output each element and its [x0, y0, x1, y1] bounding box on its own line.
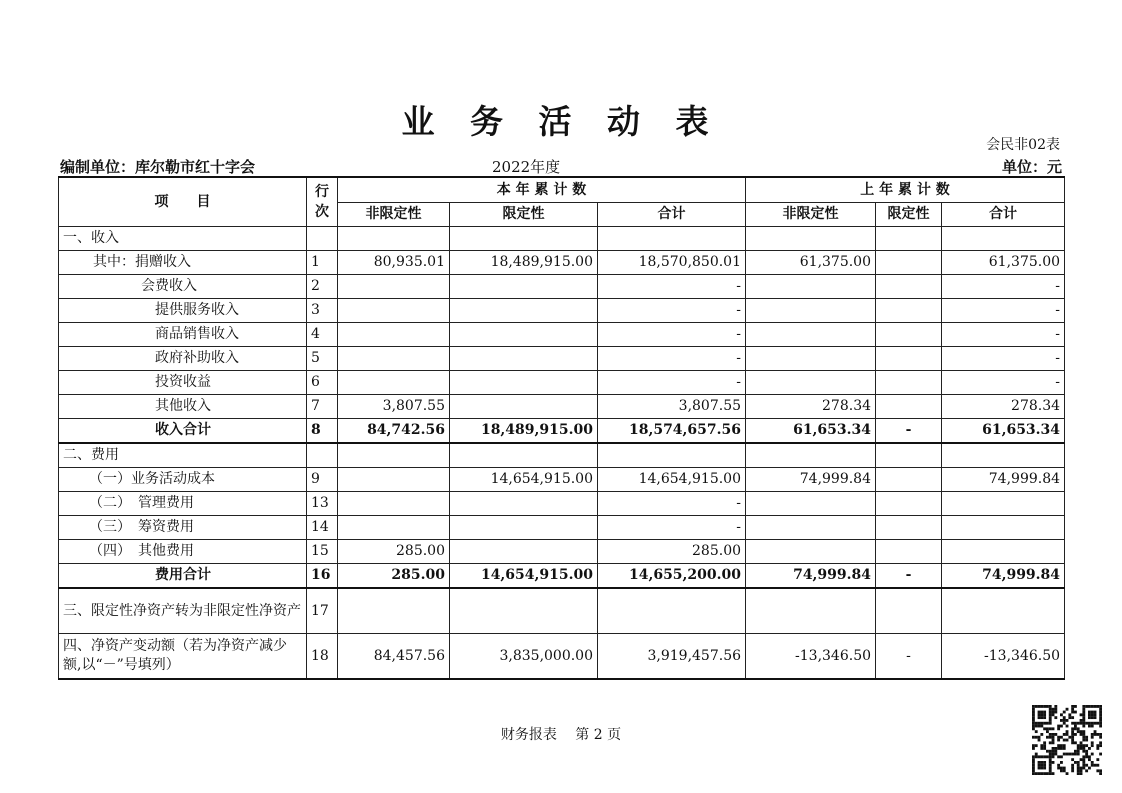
- row-value: -13,346.50: [942, 634, 1065, 680]
- row-item: 三、限定性净资产转为非限定性净资产: [59, 588, 307, 634]
- row-value: [338, 588, 450, 634]
- row-item: 费用合计: [59, 564, 307, 589]
- header-col-cur-restricted: 限定性: [450, 203, 598, 227]
- row-value: -: [598, 516, 746, 540]
- table-row: [59, 564, 1065, 589]
- row-value: 61,653.34: [746, 419, 876, 444]
- row-value: -: [942, 347, 1065, 371]
- row-value: [746, 275, 876, 299]
- row-line-number: [307, 443, 338, 468]
- page-footer: 财务报表 第 2 页: [500, 727, 622, 743]
- row-item: 二、费用: [59, 443, 307, 468]
- row-value: [450, 516, 598, 540]
- row-value: [746, 371, 876, 395]
- row-line-number: 4: [307, 323, 338, 347]
- row-value: -: [876, 634, 942, 680]
- header-col-pri-unrestricted: 非限定性: [746, 203, 876, 227]
- row-value: [338, 347, 450, 371]
- row-item: 政府补助收入: [59, 347, 307, 371]
- row-value: 3,835,000.00: [450, 634, 598, 680]
- row-line-number: 6: [307, 371, 338, 395]
- row-value: [942, 227, 1065, 251]
- row-value: 84,457.56: [338, 634, 450, 680]
- header-col-pri-total: 合计: [942, 203, 1065, 227]
- table-row: [59, 227, 1065, 251]
- row-value: 74,999.84: [942, 468, 1065, 492]
- row-value: -: [876, 564, 942, 589]
- row-value: 18,570,850.01: [598, 251, 746, 275]
- row-item: 投资收益: [59, 371, 307, 395]
- row-value: [746, 347, 876, 371]
- row-value: [450, 492, 598, 516]
- row-value: [338, 371, 450, 395]
- row-value: [450, 347, 598, 371]
- row-value: [338, 275, 450, 299]
- row-value: 84,742.56: [338, 419, 450, 444]
- row-value: [746, 588, 876, 634]
- row-value: [876, 588, 942, 634]
- row-value: -: [876, 419, 942, 444]
- row-value: 285.00: [338, 540, 450, 564]
- row-value: [450, 395, 598, 419]
- activity-statement-table: [58, 176, 1065, 680]
- row-line-number: 17: [307, 588, 338, 634]
- row-value: 285.00: [338, 564, 450, 589]
- row-value: 74,999.84: [942, 564, 1065, 589]
- table-row: [59, 468, 1065, 492]
- header-col-cur-total: 合计: [598, 203, 746, 227]
- row-item: 其中：捐赠收入: [59, 251, 307, 275]
- row-value: [338, 299, 450, 323]
- table-row: [59, 540, 1065, 564]
- row-value: [746, 227, 876, 251]
- currency-unit: 单位：元: [1001, 158, 1062, 176]
- row-value: [338, 468, 450, 492]
- row-value: [450, 227, 598, 251]
- row-value: -: [598, 371, 746, 395]
- row-value: [876, 323, 942, 347]
- header-col-pri-restricted: 限定性: [876, 203, 942, 227]
- row-value: 18,574,657.56: [598, 419, 746, 444]
- row-value: [338, 227, 450, 251]
- row-value: [942, 588, 1065, 634]
- row-line-number: 14: [307, 516, 338, 540]
- row-value: 3,919,457.56: [598, 634, 746, 680]
- row-value: 14,655,200.00: [598, 564, 746, 589]
- row-item: （一）业务活动成本: [59, 468, 307, 492]
- row-item: （三） 筹资费用: [59, 516, 307, 540]
- page-title: 业 务 活 动 表: [401, 102, 721, 141]
- row-value: [598, 588, 746, 634]
- row-value: -: [598, 299, 746, 323]
- row-value: [942, 516, 1065, 540]
- row-item: （四） 其他费用: [59, 540, 307, 564]
- row-value: [876, 492, 942, 516]
- row-line-number: [307, 227, 338, 251]
- row-item: 收入合计: [59, 419, 307, 444]
- row-line-number: 3: [307, 299, 338, 323]
- row-value: -: [598, 323, 746, 347]
- row-item: 一、收入: [59, 227, 307, 251]
- row-value: -: [942, 299, 1065, 323]
- row-value: 61,375.00: [942, 251, 1065, 275]
- row-value: [338, 516, 450, 540]
- row-value: [876, 299, 942, 323]
- row-line-number: 8: [307, 419, 338, 444]
- row-line-number: 9: [307, 468, 338, 492]
- row-value: [746, 323, 876, 347]
- row-line-number: 18: [307, 634, 338, 680]
- row-value: [598, 227, 746, 251]
- row-value: [876, 395, 942, 419]
- row-value: -: [942, 323, 1065, 347]
- row-value: 3,807.55: [338, 395, 450, 419]
- row-value: [876, 275, 942, 299]
- table-row: [59, 443, 1065, 468]
- row-value: [942, 492, 1065, 516]
- row-line-number: 2: [307, 275, 338, 299]
- row-value: 74,999.84: [746, 468, 876, 492]
- row-value: [876, 443, 942, 468]
- row-value: 18,489,915.00: [450, 251, 598, 275]
- row-value: [876, 468, 942, 492]
- row-value: [942, 443, 1065, 468]
- header-item: 项 目: [59, 177, 307, 227]
- row-item: 提供服务收入: [59, 299, 307, 323]
- row-value: [746, 299, 876, 323]
- row-value: 61,653.34: [942, 419, 1065, 444]
- row-value: -: [598, 492, 746, 516]
- table-row: [59, 492, 1065, 516]
- row-value: [746, 516, 876, 540]
- table-row: [59, 516, 1065, 540]
- table-row: [59, 275, 1065, 299]
- row-value: -: [942, 275, 1065, 299]
- row-item: 商品销售收入: [59, 323, 307, 347]
- row-value: [876, 371, 942, 395]
- table-row: [59, 419, 1065, 444]
- form-code: 会民非02表: [986, 137, 1060, 153]
- row-value: 14,654,915.00: [450, 468, 598, 492]
- table-row: [59, 347, 1065, 371]
- row-value: -: [598, 275, 746, 299]
- row-value: 14,654,915.00: [450, 564, 598, 589]
- row-value: [746, 492, 876, 516]
- row-value: [746, 443, 876, 468]
- row-value: 74,999.84: [746, 564, 876, 589]
- header-prior-year: 上 年 累 计 数: [746, 177, 1065, 203]
- table-row: [59, 323, 1065, 347]
- row-value: [598, 443, 746, 468]
- row-item: 会费收入: [59, 275, 307, 299]
- row-value: [942, 540, 1065, 564]
- row-line-number: 15: [307, 540, 338, 564]
- row-value: [876, 251, 942, 275]
- row-item: 其他收入: [59, 395, 307, 419]
- row-value: -: [942, 371, 1065, 395]
- table-row: [59, 395, 1065, 419]
- row-value: [450, 323, 598, 347]
- reporting-org: 编制单位：库尔勒市红十字会: [60, 158, 256, 176]
- report-year: 2022年度: [492, 158, 561, 176]
- row-value: [338, 492, 450, 516]
- row-value: [450, 275, 598, 299]
- header-line: 行次: [307, 177, 338, 227]
- row-value: 285.00: [598, 540, 746, 564]
- row-item: （二） 管理费用: [59, 492, 307, 516]
- row-value: [450, 588, 598, 634]
- row-item: 四、净资产变动额（若为净资产减少额,以“－”号填列）: [59, 634, 307, 680]
- table-row: [59, 251, 1065, 275]
- header-current-year: 本 年 累 计 数: [338, 177, 746, 203]
- row-value: 61,375.00: [746, 251, 876, 275]
- table-row: [59, 299, 1065, 323]
- row-value: 278.34: [942, 395, 1065, 419]
- header-col-cur-unrestricted: 非限定性: [338, 203, 450, 227]
- qr-code-icon: [1032, 705, 1102, 775]
- table-row: [59, 588, 1065, 634]
- row-line-number: 13: [307, 492, 338, 516]
- table-body: [59, 227, 1065, 680]
- row-value: [450, 443, 598, 468]
- row-line-number: 1: [307, 251, 338, 275]
- row-value: [876, 227, 942, 251]
- row-value: [450, 299, 598, 323]
- row-value: 14,654,915.00: [598, 468, 746, 492]
- table-row: [59, 634, 1065, 680]
- row-value: [746, 540, 876, 564]
- row-value: [876, 347, 942, 371]
- row-line-number: 7: [307, 395, 338, 419]
- row-value: [876, 540, 942, 564]
- row-value: [338, 443, 450, 468]
- row-value: -: [598, 347, 746, 371]
- row-value: -13,346.50: [746, 634, 876, 680]
- row-value: [338, 323, 450, 347]
- row-value: 80,935.01: [338, 251, 450, 275]
- row-line-number: 16: [307, 564, 338, 589]
- table-row: [59, 371, 1065, 395]
- row-value: [450, 540, 598, 564]
- row-value: [450, 371, 598, 395]
- row-value: 3,807.55: [598, 395, 746, 419]
- row-value: [876, 516, 942, 540]
- row-value: 18,489,915.00: [450, 419, 598, 444]
- row-value: 278.34: [746, 395, 876, 419]
- row-line-number: 5: [307, 347, 338, 371]
